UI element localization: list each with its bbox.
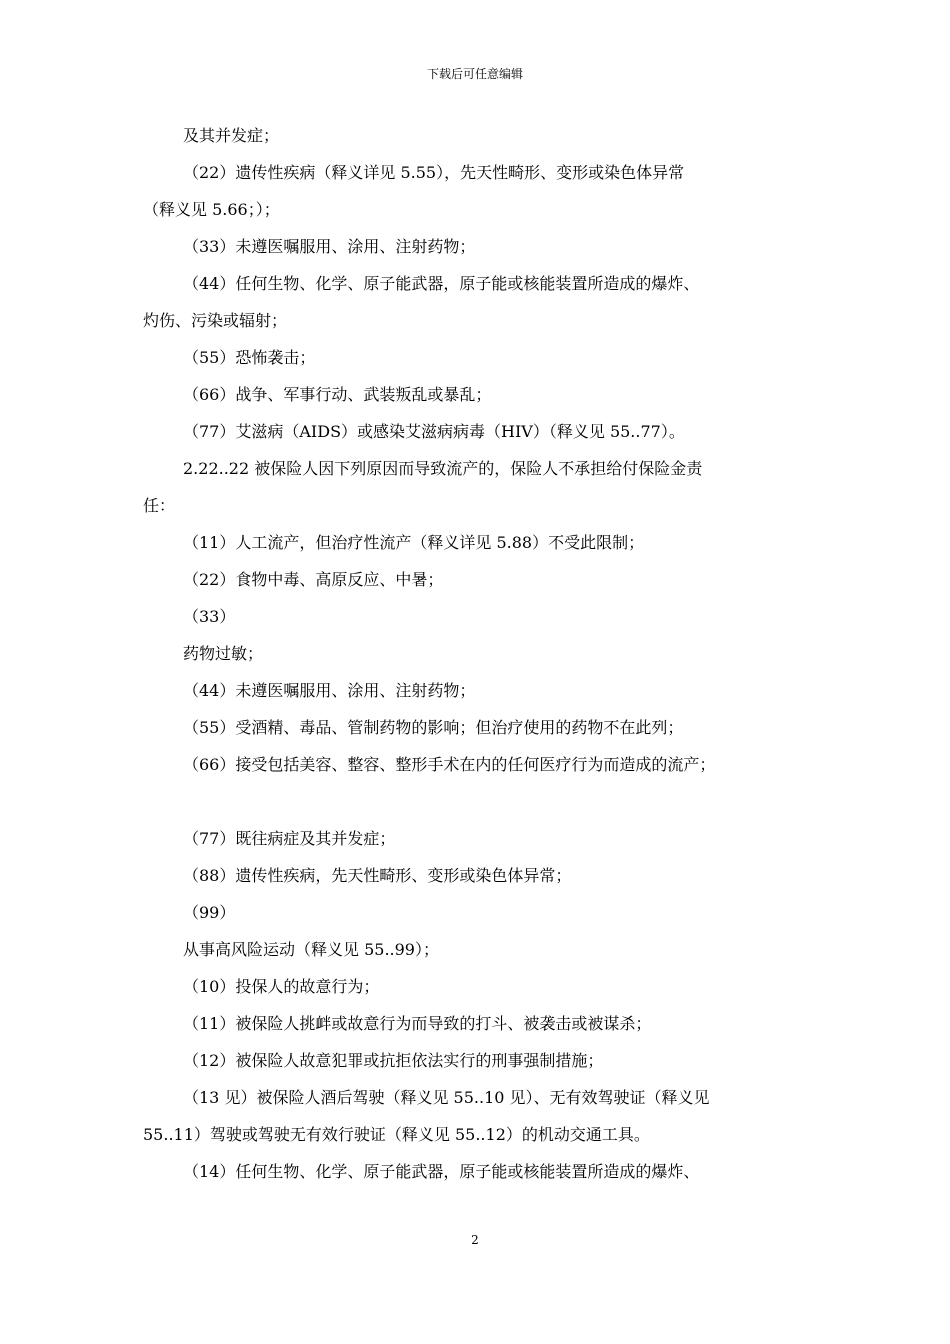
text-line: （44）任何生物、化学、原子能武器，原子能或核能装置所造成的爆炸、 — [183, 274, 700, 293]
text-line: 药物过敏； — [183, 644, 264, 663]
text-line: （55）恐怖袭击； — [183, 348, 316, 367]
text-line: 从事高风险运动（释义见 55..99）； — [183, 940, 439, 959]
text-line: （22）遗传性疾病（释义详见 5.55），先天性畸形、变形或染色体异常 — [183, 163, 685, 182]
text-line: 任： — [143, 496, 176, 515]
page-number: 2 — [471, 1233, 479, 1247]
text-line: （22）食物中毒、高原反应、中暑； — [183, 570, 444, 589]
text-line: （10）投保人的故意行为； — [183, 977, 380, 996]
text-line: 2.22..22 被保险人因下列原因而导致流产的，保险人不承担给付保险金责 — [183, 459, 703, 478]
text-line: （33） — [183, 607, 236, 626]
text-line: （66）接受包括美容、整容、整形手术在内的任何医疗行为而造成的流产； — [183, 755, 716, 774]
text-line: （33）未遵医嘱服用、涂用、注射药物； — [183, 237, 476, 256]
text-line: （11）人工流产，但治疗性流产（释义详见 5.88）不受此限制； — [183, 533, 645, 552]
document-body — [143, 126, 813, 1199]
text-line: （14）任何生物、化学、原子能武器，原子能或核能装置所造成的爆炸、 — [183, 1162, 700, 1181]
text-line: 及其并发症； — [183, 126, 280, 145]
text-line: （99） — [183, 903, 236, 922]
text-line: 灼伤、污染或辐射； — [143, 311, 288, 330]
text-line: （66）战争、军事行动、武装叛乱或暴乱； — [183, 385, 492, 404]
text-line: （77）既往病症及其并发症； — [183, 829, 396, 848]
text-line: （11）被保险人挑衅或故意行为而导致的打斗、被袭击或被谋杀； — [183, 1014, 652, 1033]
text-line: （释义见 5.66；）； — [143, 200, 280, 219]
page-header: 下载后可任意编辑 — [426, 67, 523, 81]
text-line: （13 见）被保险人酒后驾驶（释义见 55..10 见）、无有效驾驶证（释义见 — [183, 1088, 710, 1107]
text-line: （88）遗传性疾病，先天性畸形、变形或染色体异常； — [183, 866, 572, 885]
text-line: 55..11）驾驶或驾驶无有效行驶证（释义见 55..12）的机动交通工具。 — [143, 1125, 650, 1144]
blank-line — [143, 792, 813, 812]
text-line: （44）未遵医嘱服用、涂用、注射药物； — [183, 681, 476, 700]
text-line: （55）受酒精、毒品、管制药物的影响；但治疗使用的药物不在此列； — [183, 718, 684, 737]
text-line: （77）艾滋病（AIDS）或感染艾滋病病毒（HIV）（释义见 55..77）。 — [183, 422, 685, 441]
text-line: （12）被保险人故意犯罪或抗拒依法实行的刑事强制措施； — [183, 1051, 604, 1070]
